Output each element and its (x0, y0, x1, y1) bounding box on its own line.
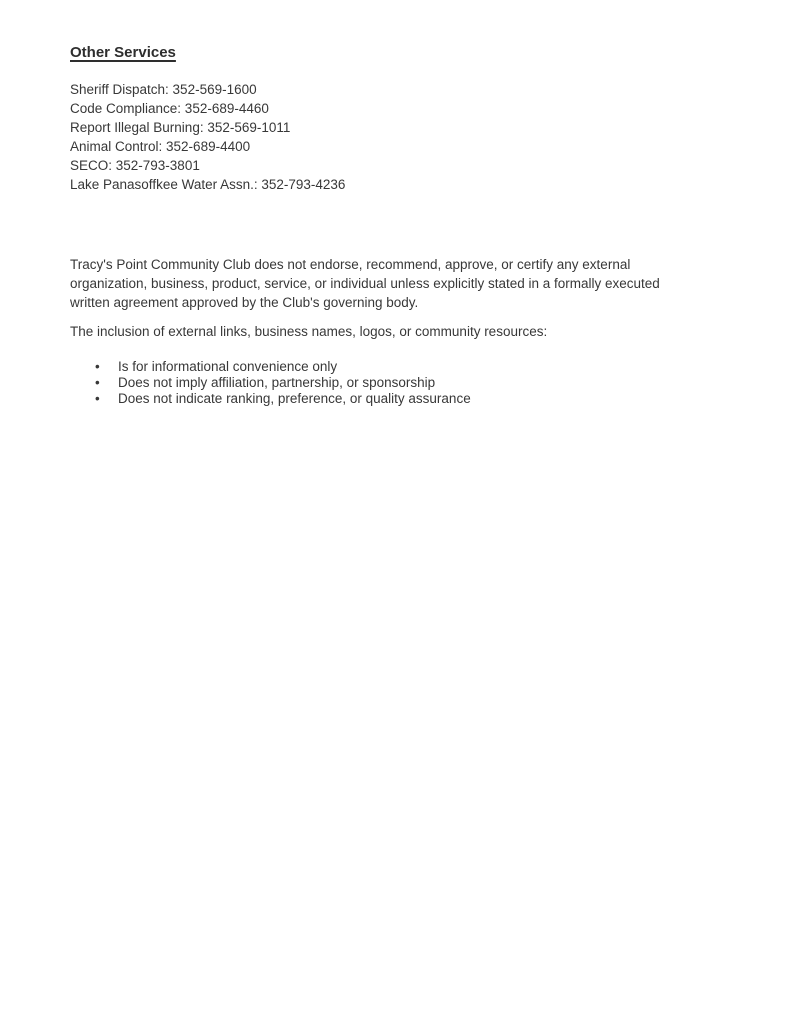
service-line-seco: SECO: 352-793-3801 (70, 158, 200, 173)
bullet-item-label: Is for informational convenience only (118, 359, 338, 374)
bullet-item (70, 359, 721, 375)
services-list (70, 80, 721, 194)
bullet-item (70, 375, 721, 391)
document-content (0, 0, 791, 407)
bullet-item (70, 391, 721, 407)
bullet-icon: • (95, 359, 100, 374)
bullet-icon: • (95, 391, 100, 406)
service-line-code-compliance: Code Compliance: 352-689-4460 (70, 101, 269, 116)
bullet-item-label: Does not indicate ranking, preference, or quality assurance (118, 391, 471, 406)
service-line-sheriff-dispatch: Sheriff Dispatch: 352-569-1600 (70, 82, 257, 97)
service-line-report-illegal-burning: Report Illegal Burning: 352-569-1011 (70, 120, 291, 135)
other-services-heading: Other Services (70, 44, 176, 61)
bullet-icon: • (95, 375, 100, 390)
service-line-animal-control: Animal Control: 352-689-4400 (70, 139, 251, 154)
service-line-lake-panasoffkee-water-assn: Lake Panasoffkee Water Assn.: 352-793-4236 (70, 177, 346, 192)
bullet-item-label: Does not imply affiliation, partnership, or sponsorship (118, 375, 436, 390)
disclaimer-paragraph: Tracy's Point Community Club does not endorse, recommend, approve, or certify any external organization, business, product, service, or individual unless explicitly stated in a formally executed written agreement approved by the Club's governing body. (70, 257, 660, 310)
inclusion-bullet-list (70, 359, 721, 407)
inclusion-intro-line: The inclusion of external links, business names, logos, or community resources: (70, 324, 548, 339)
